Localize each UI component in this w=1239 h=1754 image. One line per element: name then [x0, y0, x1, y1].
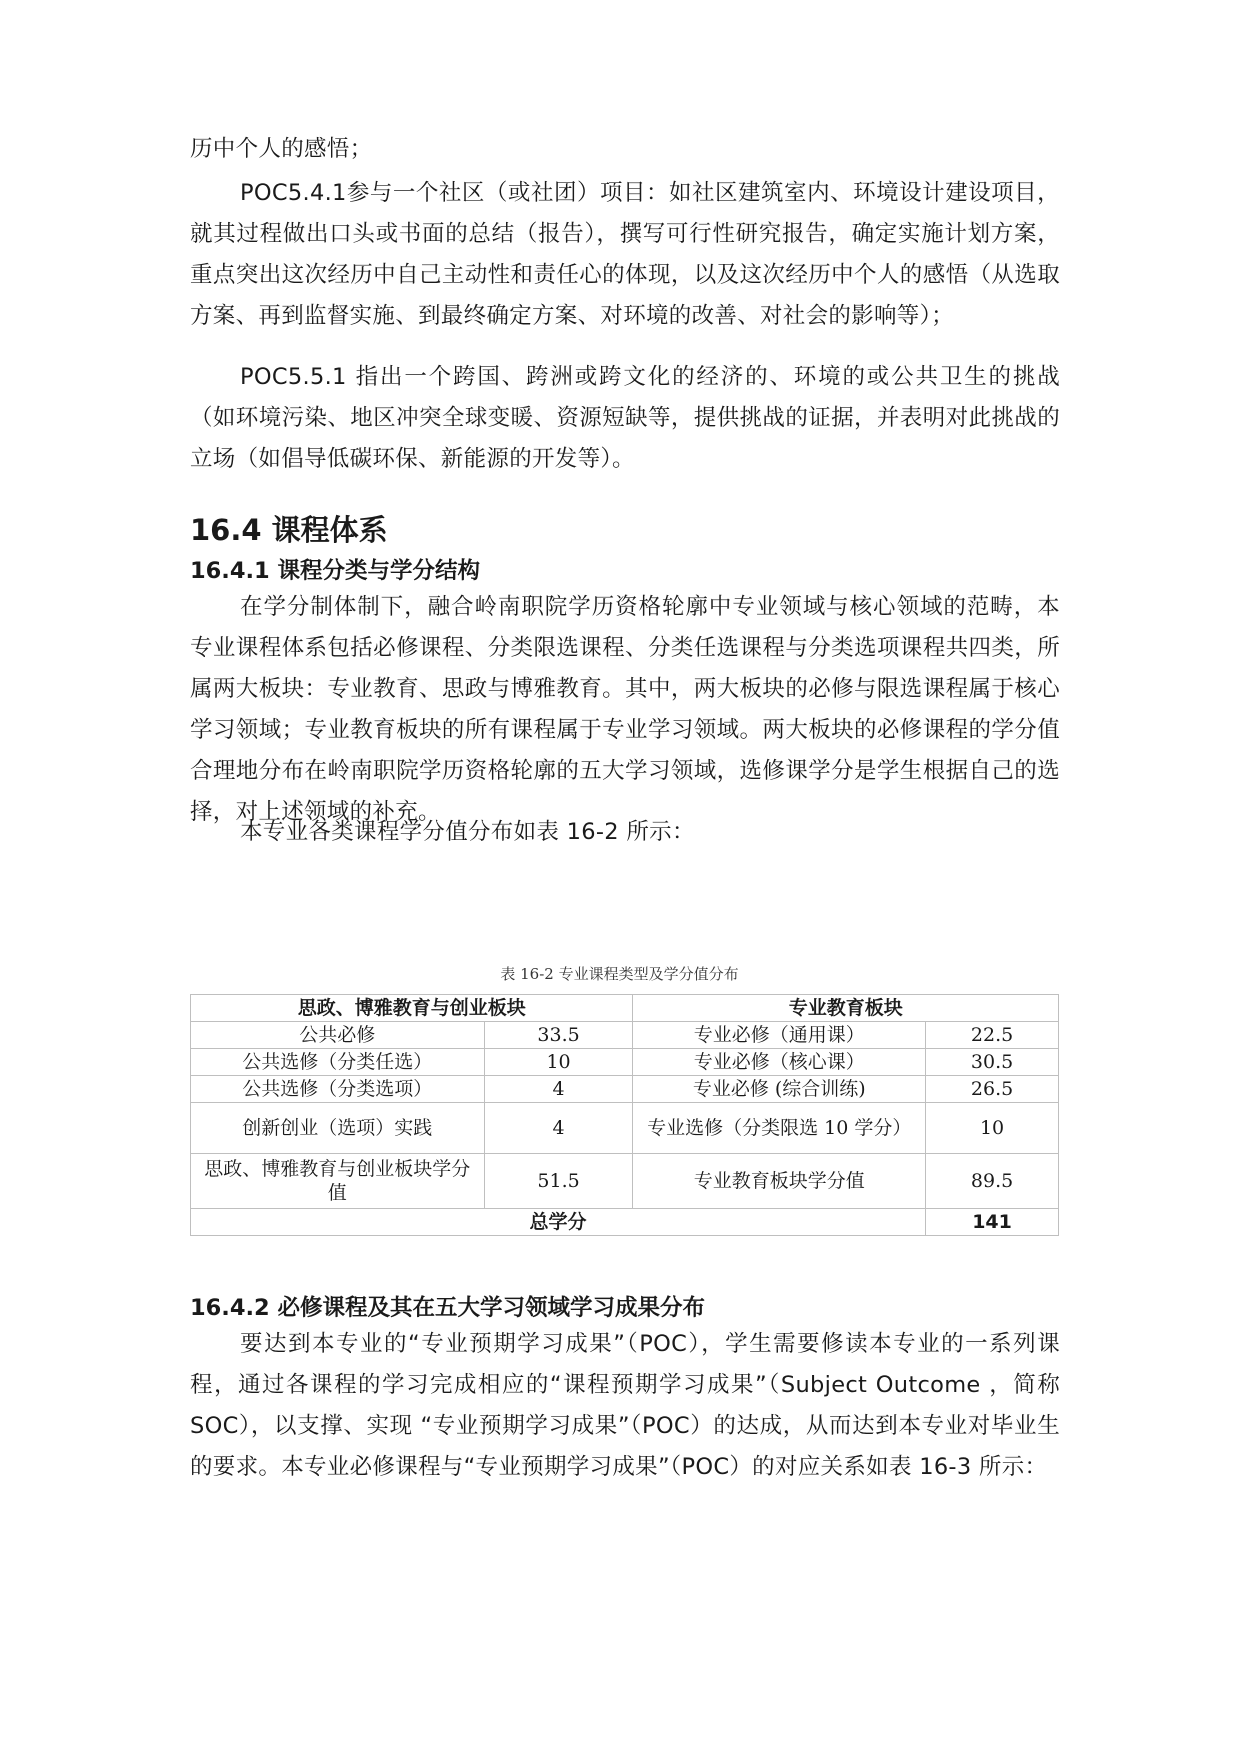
subsection-title-16-4-1: 16.4.1 课程分类与学分结构 — [190, 558, 481, 584]
continued-text: 历中个人的感悟； — [190, 136, 373, 162]
table-cell: 思政、博雅教育与创业板块学分值 — [191, 1154, 485, 1209]
table-cell: 4 — [484, 1103, 633, 1154]
table-cell: 专业必修（通用课） — [633, 1022, 926, 1049]
table-cell: 公共选修（分类任选） — [191, 1049, 485, 1076]
table-cell: 30.5 — [926, 1049, 1059, 1076]
header-general-education: 思政、博雅教育与创业板块 — [191, 995, 633, 1022]
table-cell: 公共必修 — [191, 1022, 485, 1049]
table-row — [191, 1154, 1059, 1209]
table-total-row — [191, 1209, 1059, 1236]
table-cell: 专业选修（分类限选 10 学分） — [633, 1103, 926, 1154]
credit-distribution-table — [190, 994, 1059, 1236]
table-cell: 10 — [484, 1049, 633, 1076]
credit-structure-paragraph: 在学分制体制下，融合岭南职院学历资格轮廓中专业领域与核心领域的范畴，本专业课程体系包括必修课程、分类限选课程、分类任选课程与分类选项课程共四类，所属两大板块：专业教育、思政与博雅教育。其中，两大板块的必修与限选课程属于核心学习领域；专业教育板块的所有课程属于专业学习领域。两大板块的必修课程的学分值合理地分布在岭南职院学历资格轮廓的五大学习领域，选修课学分是学生根据自己的选择，对上述领域的补充。 — [190, 594, 1060, 825]
section-title: 16.4 课程体系 — [190, 513, 388, 547]
header-professional-education: 专业教育板块 — [633, 995, 1059, 1022]
poc-5-5-1-paragraph: POC5.5.1 指出一个跨国、跨洲或跨文化的经济的、环境的或公共卫生的挑战（如环境污染、地区冲突全球变暖、资源短缺等，提供挑战的证据，并表明对此挑战的立场（如倡导低碳环保、新能源的开发等）。 — [190, 364, 1060, 472]
required-courses-paragraph: 要达到本专业的“专业预期学习成果”（POC），学生需要修读本专业的一系列课程，通过各课程的学习完成相应的“课程预期学习成果”（Subject Outcome ，简称SOC），以支撑、实现 “专业预期学习成果”（POC）的达成，从而达到本专业对毕业生的要求。本专业必修课程与“专业预期学习成果”（POC）的对应关系如表 16-3 所示： — [190, 1331, 1060, 1480]
table-cell: 专业教育板块学分值 — [633, 1154, 926, 1209]
table-cell: 专业必修（核心课） — [633, 1049, 926, 1076]
table-reference-paragraph: 本专业各类课程学分值分布如表 16-2 所示： — [240, 819, 695, 845]
table-header-row — [191, 995, 1059, 1022]
table-row — [191, 1076, 1059, 1103]
table-cell: 专业必修 (综合训练) — [633, 1076, 926, 1103]
table-cell: 4 — [484, 1076, 633, 1103]
table-cell: 创新创业（选项）实践 — [191, 1103, 485, 1154]
table-cell: 33.5 — [484, 1022, 633, 1049]
table-row — [191, 1103, 1059, 1154]
table-row — [191, 1049, 1059, 1076]
table-cell: 22.5 — [926, 1022, 1059, 1049]
table-cell: 公共选修（分类选项） — [191, 1076, 485, 1103]
total-label: 总学分 — [191, 1209, 926, 1236]
total-value: 141 — [926, 1209, 1059, 1236]
table-row — [191, 1022, 1059, 1049]
table-cell: 26.5 — [926, 1076, 1059, 1103]
table-cell: 10 — [926, 1103, 1059, 1154]
table-cell: 89.5 — [926, 1154, 1059, 1209]
table-caption: 表 16-2 专业课程类型及学分值分布 — [500, 965, 739, 983]
table-cell: 51.5 — [484, 1154, 633, 1209]
subsection-title-16-4-2: 16.4.2 必修课程及其在五大学习领域学习成果分布 — [190, 1295, 706, 1321]
poc-5-4-1-paragraph: POC5.4.1参与一个社区（或社团）项目：如社区建筑室内、环境设计建设项目，就其过程做出口头或书面的总结（报告），撰写可行性研究报告，确定实施计划方案，重点突出这次经历中自己主动性和责任心的体现，以及这次经历中个人的感悟（从选取方案、再到监督实施、到最终确定方案、对环境的改善、对社会的影响等）； — [190, 180, 1060, 329]
